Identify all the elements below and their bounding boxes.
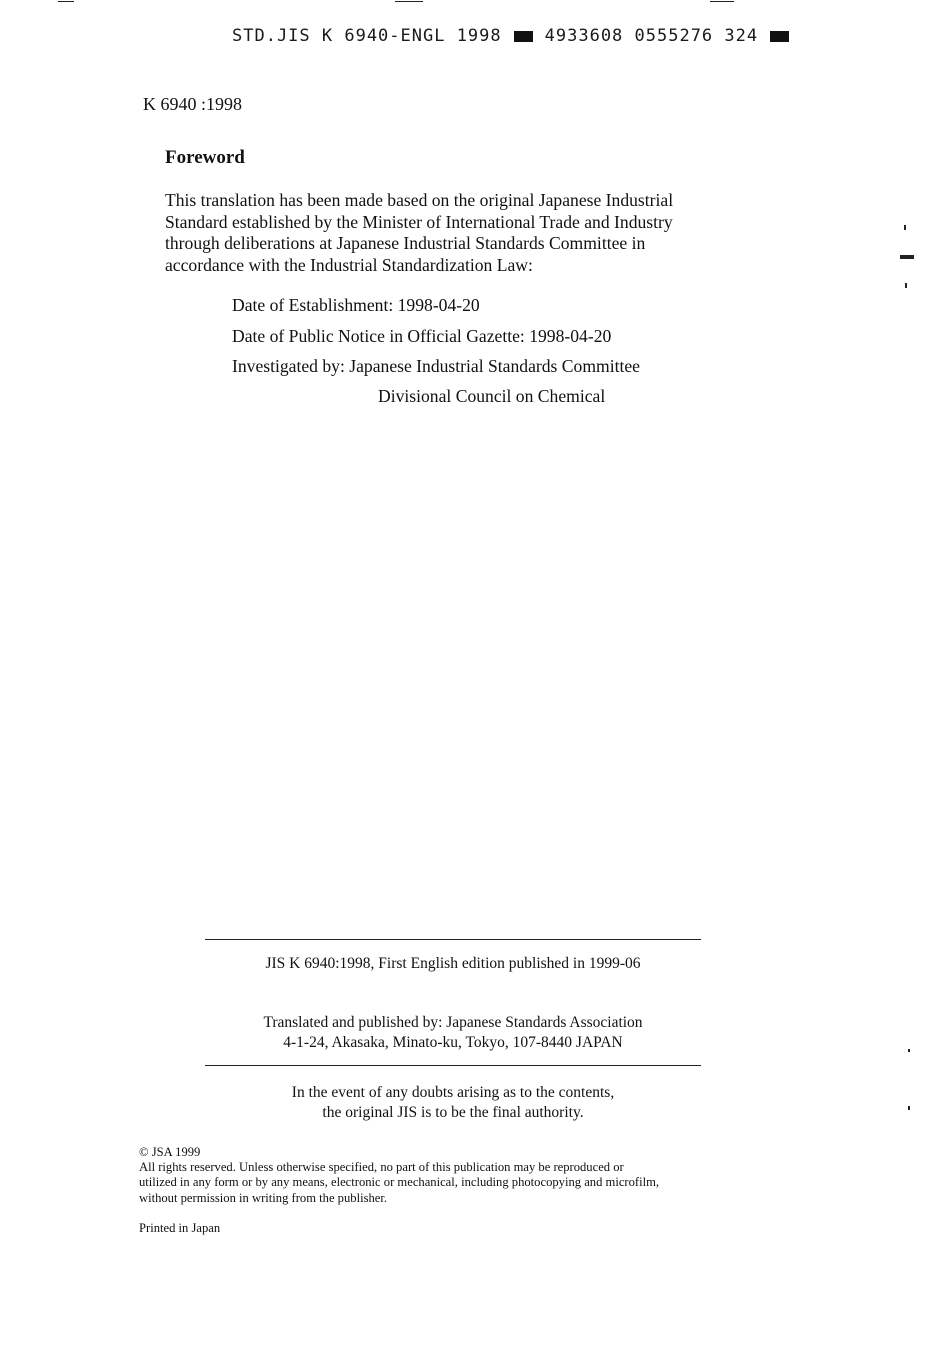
scan-mark <box>58 1 74 2</box>
copyright-notice <box>139 1145 659 1206</box>
scan-mark <box>395 1 423 2</box>
scan-mark <box>900 255 914 259</box>
stamp-block <box>514 31 533 42</box>
stamp-code: STD.JIS K 6940-ENGL 1998 <box>232 26 502 46</box>
edition-line: JIS K 6940:1998, First English edition published in 1999-06 <box>265 955 641 972</box>
stamp-number-b: 324 <box>724 26 759 46</box>
authority-line: In the event of any doubts arising as to the contents, <box>291 1084 615 1101</box>
printed-in: Printed in Japan <box>139 1221 221 1235</box>
foreword-line: accordance with the Industrial Standardization Law: <box>165 254 533 275</box>
copyright-line: without permission in writing from the publisher. <box>139 1190 388 1205</box>
scan-mark <box>905 283 907 288</box>
authority-note <box>205 1083 701 1123</box>
stamp-block <box>770 31 789 42</box>
scan-mark <box>908 1049 910 1052</box>
stamp-number-a: 4933608 0555276 <box>544 26 714 46</box>
authority-line: the original JIS is to be the final authority. <box>322 1104 584 1121</box>
date-of-public-notice: Date of Public Notice in Official Gazette: 1998-04-20 <box>232 326 612 346</box>
publisher-info <box>205 1013 701 1053</box>
foreword-line: through deliberations at Japanese Industrial Standards Committee in <box>165 233 646 253</box>
date-of-establishment: Date of Establishment: 1998-04-20 <box>232 295 480 315</box>
copyright-line: All rights reserved. Unless otherwise specified, no part of this publication may be reproduced or <box>139 1160 624 1175</box>
publisher-address: 4-1-24, Akasaka, Minato-ku, Tokyo, 107-8440 JAPAN <box>283 1034 623 1051</box>
divider <box>205 939 701 940</box>
scan-mark <box>710 1 734 2</box>
divisional-council: Divisional Council on Chemical <box>378 386 606 406</box>
investigated-by: Investigated by: Japanese Industrial Standards Committee <box>232 356 640 376</box>
publisher-line: Translated and published by: Japanese Standards Association <box>263 1014 643 1031</box>
foreword-line: Standard established by the Minister of International Trade and Industry <box>165 211 673 232</box>
scan-mark <box>904 225 906 230</box>
foreword-paragraph <box>165 190 785 276</box>
header-stamp <box>232 26 789 46</box>
divider <box>205 1065 701 1066</box>
foreword-line: This translation has been made based on the original Japanese Industrial <box>165 190 674 210</box>
edition-info <box>205 954 701 974</box>
standard-number: K 6940 :1998 <box>143 94 242 114</box>
foreword-title: Foreword <box>165 147 245 168</box>
copyright-line: © JSA 1999 <box>139 1145 201 1159</box>
copyright-line: utilized in any form or by any means, electronic or mechanical, including photocopying and microfilm, <box>139 1175 660 1190</box>
scan-mark <box>908 1106 910 1110</box>
